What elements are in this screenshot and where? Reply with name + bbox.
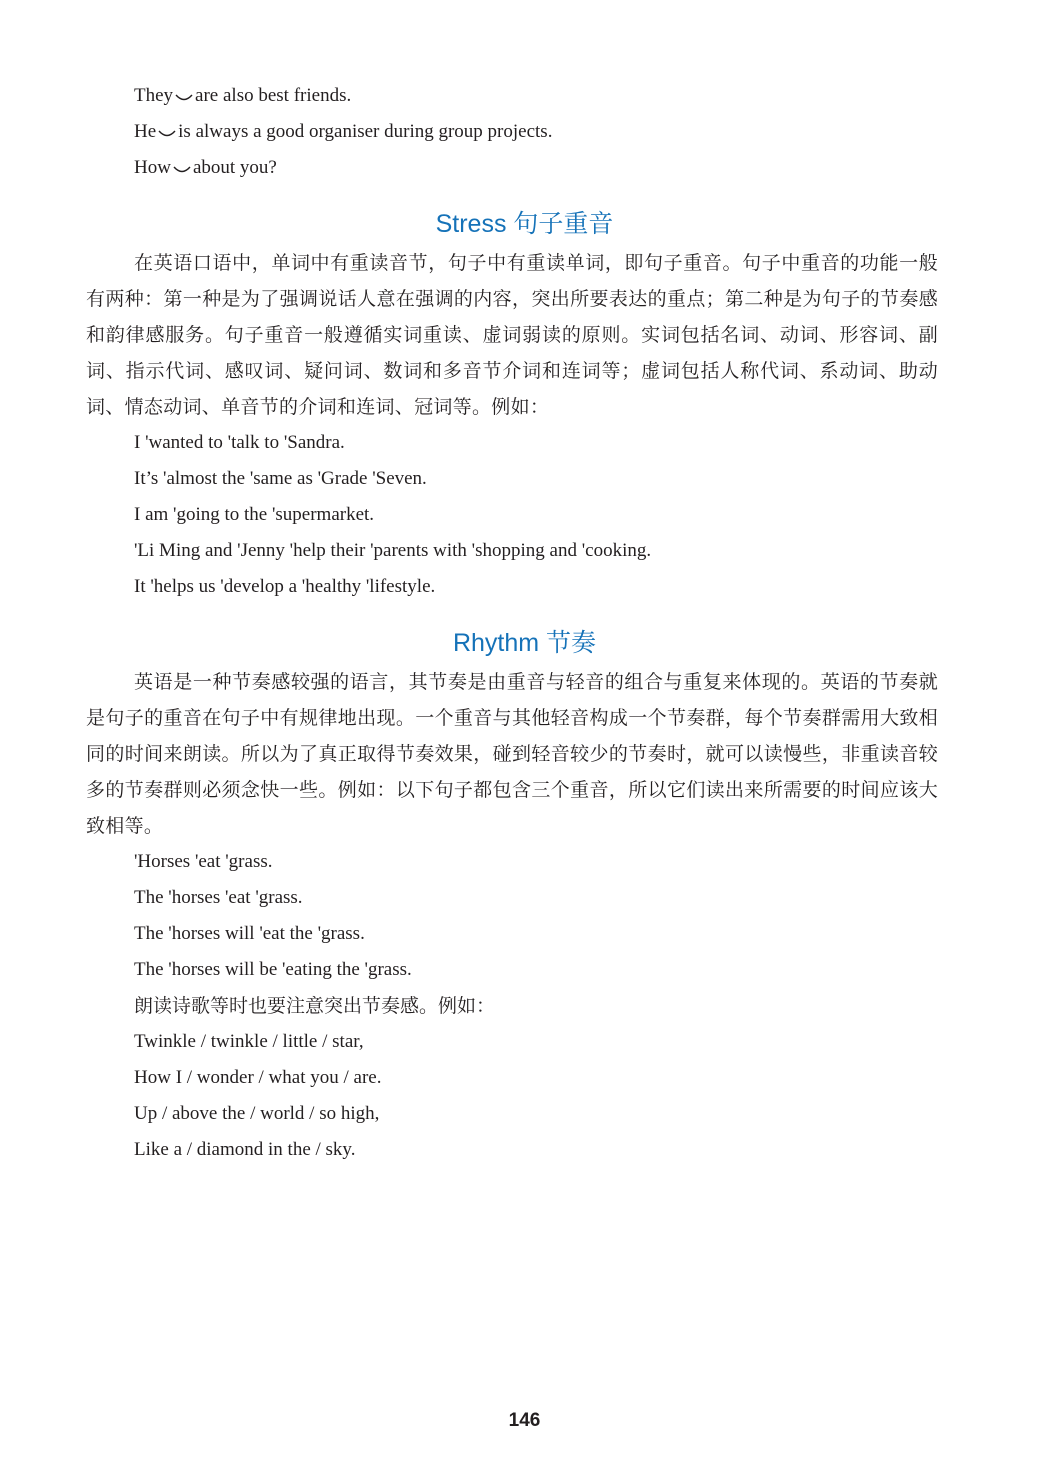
rhythm-paragraph: 英语是一种节奏感较强的语言，其节奏是由重音与轻音的组合与重复来体现的。英语的节奏就是句子的重音在句子中有规律地出现。一个重音与其他轻音构成一个节奏群，每个节奏群需用大致相同的时间来朗读。所以为了真正取得节奏效果，碰到轻音较少的节奏时，就可以读慢些，非重读音较多的节奏群则必须念快一些。例如：以下句子都包含三个重音，所以它们读出来所需要的时间应该大致相等。 (86, 671, 938, 837)
poem-line: How I / wonder / what you / are. (134, 1067, 382, 1088)
linking-rest: are also best friends. (195, 85, 352, 106)
linking-mark-icon (157, 129, 177, 139)
linking-word: How (134, 157, 171, 178)
linking-word: They (134, 85, 174, 106)
stress-example: 'Li Ming and 'Jenny 'help their 'parents with 'shopping and 'cooking. (134, 540, 652, 561)
poem-line: Like a / diamond in the / sky. (134, 1139, 356, 1160)
stress-heading: Stress 句子重音 (435, 210, 614, 238)
stress-example: I 'wanted to 'talk to 'Sandra. (134, 432, 345, 453)
linking-word: He (134, 121, 157, 142)
linking-example (134, 120, 552, 144)
linking-mark-icon (172, 165, 192, 175)
stress-paragraph: 在英语口语中，单词中有重读音节，句子中有重读单词，即句子重音。句子中重音的功能一般有两种：第一种是为了强调说话人意在强调的内容，突出所要表达的重点；第二种是为句子的节奏感和韵律感服务。句子重音一般遵循实词重读、虚词弱读的原则。实词包括名词、动词、形容词、副词、指示代词、感叹词、疑问词、数词和多音节介词和连词等；虚词包括人称代词、系动词、助动词、情态动词、单音节的介词和连词、冠词等。例如： (86, 252, 938, 418)
linking-mark-icon (174, 93, 194, 103)
rhythm-example: The 'horses will 'eat the 'grass. (134, 923, 365, 944)
rhythm-example: 'Horses 'eat 'grass. (134, 851, 273, 872)
poem-intro: 朗读诗歌等时也要注意突出节奏感。例如： (134, 995, 496, 1017)
poem-line: Twinkle / twinkle / little / star, (134, 1031, 364, 1052)
linking-example (134, 156, 277, 180)
rhythm-heading: Rhythm 节奏 (452, 629, 597, 657)
stress-example: It 'helps us 'develop a 'healthy 'lifestyle. (134, 576, 436, 597)
page-number: 146 (508, 1410, 541, 1431)
stress-example: It’s 'almost the 'same as 'Grade 'Seven. (134, 468, 427, 489)
linking-rest: is always a good organiser during group projects. (178, 121, 553, 142)
stress-example: I am 'going to the 'supermarket. (134, 504, 375, 525)
linking-example (134, 84, 351, 108)
rhythm-example: The 'horses will be 'eating the 'grass. (134, 959, 412, 980)
poem-line: Up / above the / world / so high, (134, 1103, 380, 1124)
rhythm-example: The 'horses 'eat 'grass. (134, 887, 303, 908)
linking-rest: about you? (192, 157, 277, 178)
